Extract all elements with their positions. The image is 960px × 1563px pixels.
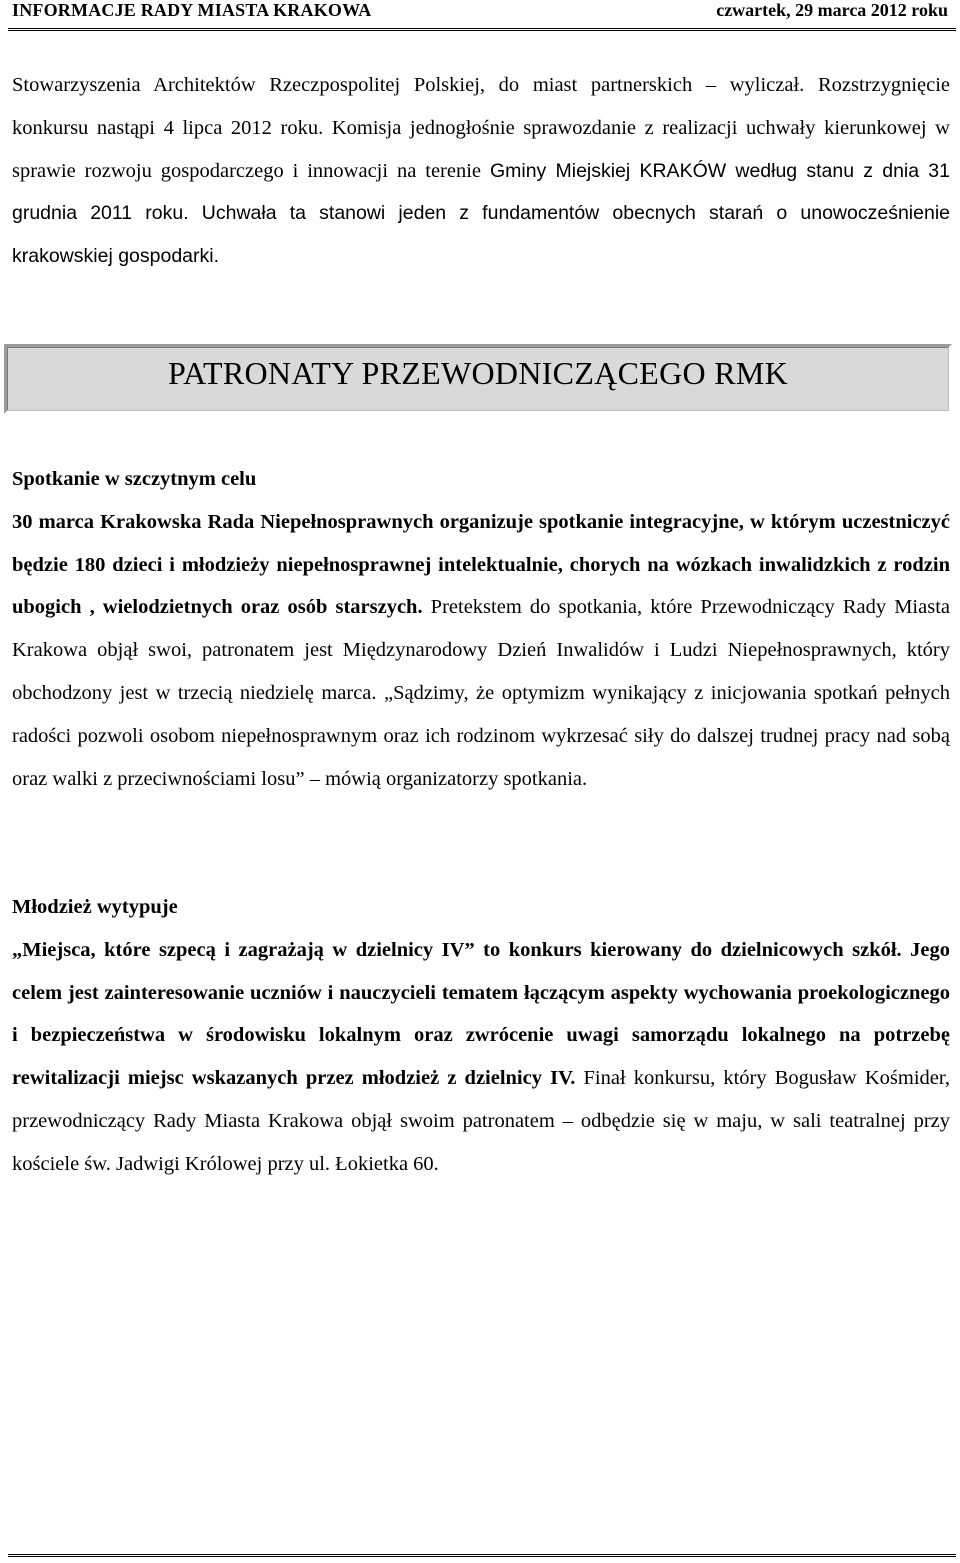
- article-body: Pretekstem do spotkania, które Przewodniczący Rady Miasta Krakowa objął swoi, patronatem jest Międzynarodowy Dzień Inwalidów i Ludzi Niepełnosprawnych, który obchodzony jest w trzecią niedzielę marca. „Sądzimy, że optymizm wynikający z inicjowania spotkań pełnych radości pozwoli osobom niepełnosprawnym oraz ich rodzinom wykrzesać siły do dalszej trudnej pracy nad sobą oraz walki z przeciwnościami losu” – mówią organizatorzy spotkania.: [12, 596, 951, 790]
- article-heading: Spotkanie w szczytnym celu: [12, 468, 257, 490]
- intro-line-1: Stowarzyszenia Architektów Rzeczpospolitej Polskiej, do miast partnerskich – wyliczał.: [12, 74, 805, 96]
- newsletter-title: INFORMACJE RADY MIASTA KRAKOWA: [12, 0, 372, 20]
- page-header: [0, 0, 960, 40]
- section-banner: [4, 344, 952, 414]
- article-body: Finał konkursu, który Bogusław Kośmider, przewodniczący Rady Miasta Krakowa objął swoim patronatem – odbędzie się w maju, w sali teatralnej przy kościele św. Jadwigi Królowej przy ul. Łokietka 60.: [12, 1067, 951, 1175]
- intro-sans-text: Gminy Miejskiej KRAKÓW według stanu z dnia 31 grudnia 2011 roku. Uchwała ta stanowi jeden z fundamentów obecnych starań o unowocześnienie krakowskiej gospodarki.: [12, 159, 950, 268]
- article-lead: „Miejsca, które szpecą i zagrażają w dzielnicy IV” to konkurs kierowany do dzielnicowych szkół. Jego celem jest zainteresowanie uczniów i nauczycieli tematem łączącym aspekty wychowania proekologicznego i bezpieczeństwa w środowisku lokalnym oraz zwrócenie uwagi samorządu lokalnego na potrzebę rewitalizacji miejsc wskazanych przez młodzież z dzielnicy IV.: [12, 938, 950, 1090]
- article-spotkanie: [12, 458, 950, 800]
- issue-date: czwartek, 29 marca 2012 roku: [716, 0, 948, 20]
- article-paragraph: [12, 501, 950, 801]
- article-paragraph: [12, 929, 950, 1186]
- header-divider: [8, 28, 956, 31]
- intro-paragraph: [12, 64, 950, 278]
- section-title: PATRONATY PRZEWODNICZĄCEGO RMK: [168, 355, 788, 391]
- intro-serif-text: Rozstrzygnięcie konkursu nastąpi 4 lipca 2012 roku. Komisja jednogłośnie sprawozdanie z realizacji uchwały kierunkowej w sprawie rozwoju gospodarczego i innowacji na terenie: [12, 74, 951, 182]
- article-heading: Młodzież wytypuje: [12, 896, 178, 918]
- footer-divider: [8, 1554, 956, 1557]
- article-mlodziez: [12, 886, 950, 1186]
- intro-text: [12, 64, 950, 278]
- article-lead: 30 marca Krakowska Rada Niepełnosprawnych organizuje spotkanie integracyjne, w którym uczestniczyć będzie 180 dzieci i młodzieży niepełnosprawnej intelektualnie, chorych na wózkach inwalidzkich z rodzin ubogich , wielodzietnych oraz osób starszych.: [12, 510, 950, 619]
